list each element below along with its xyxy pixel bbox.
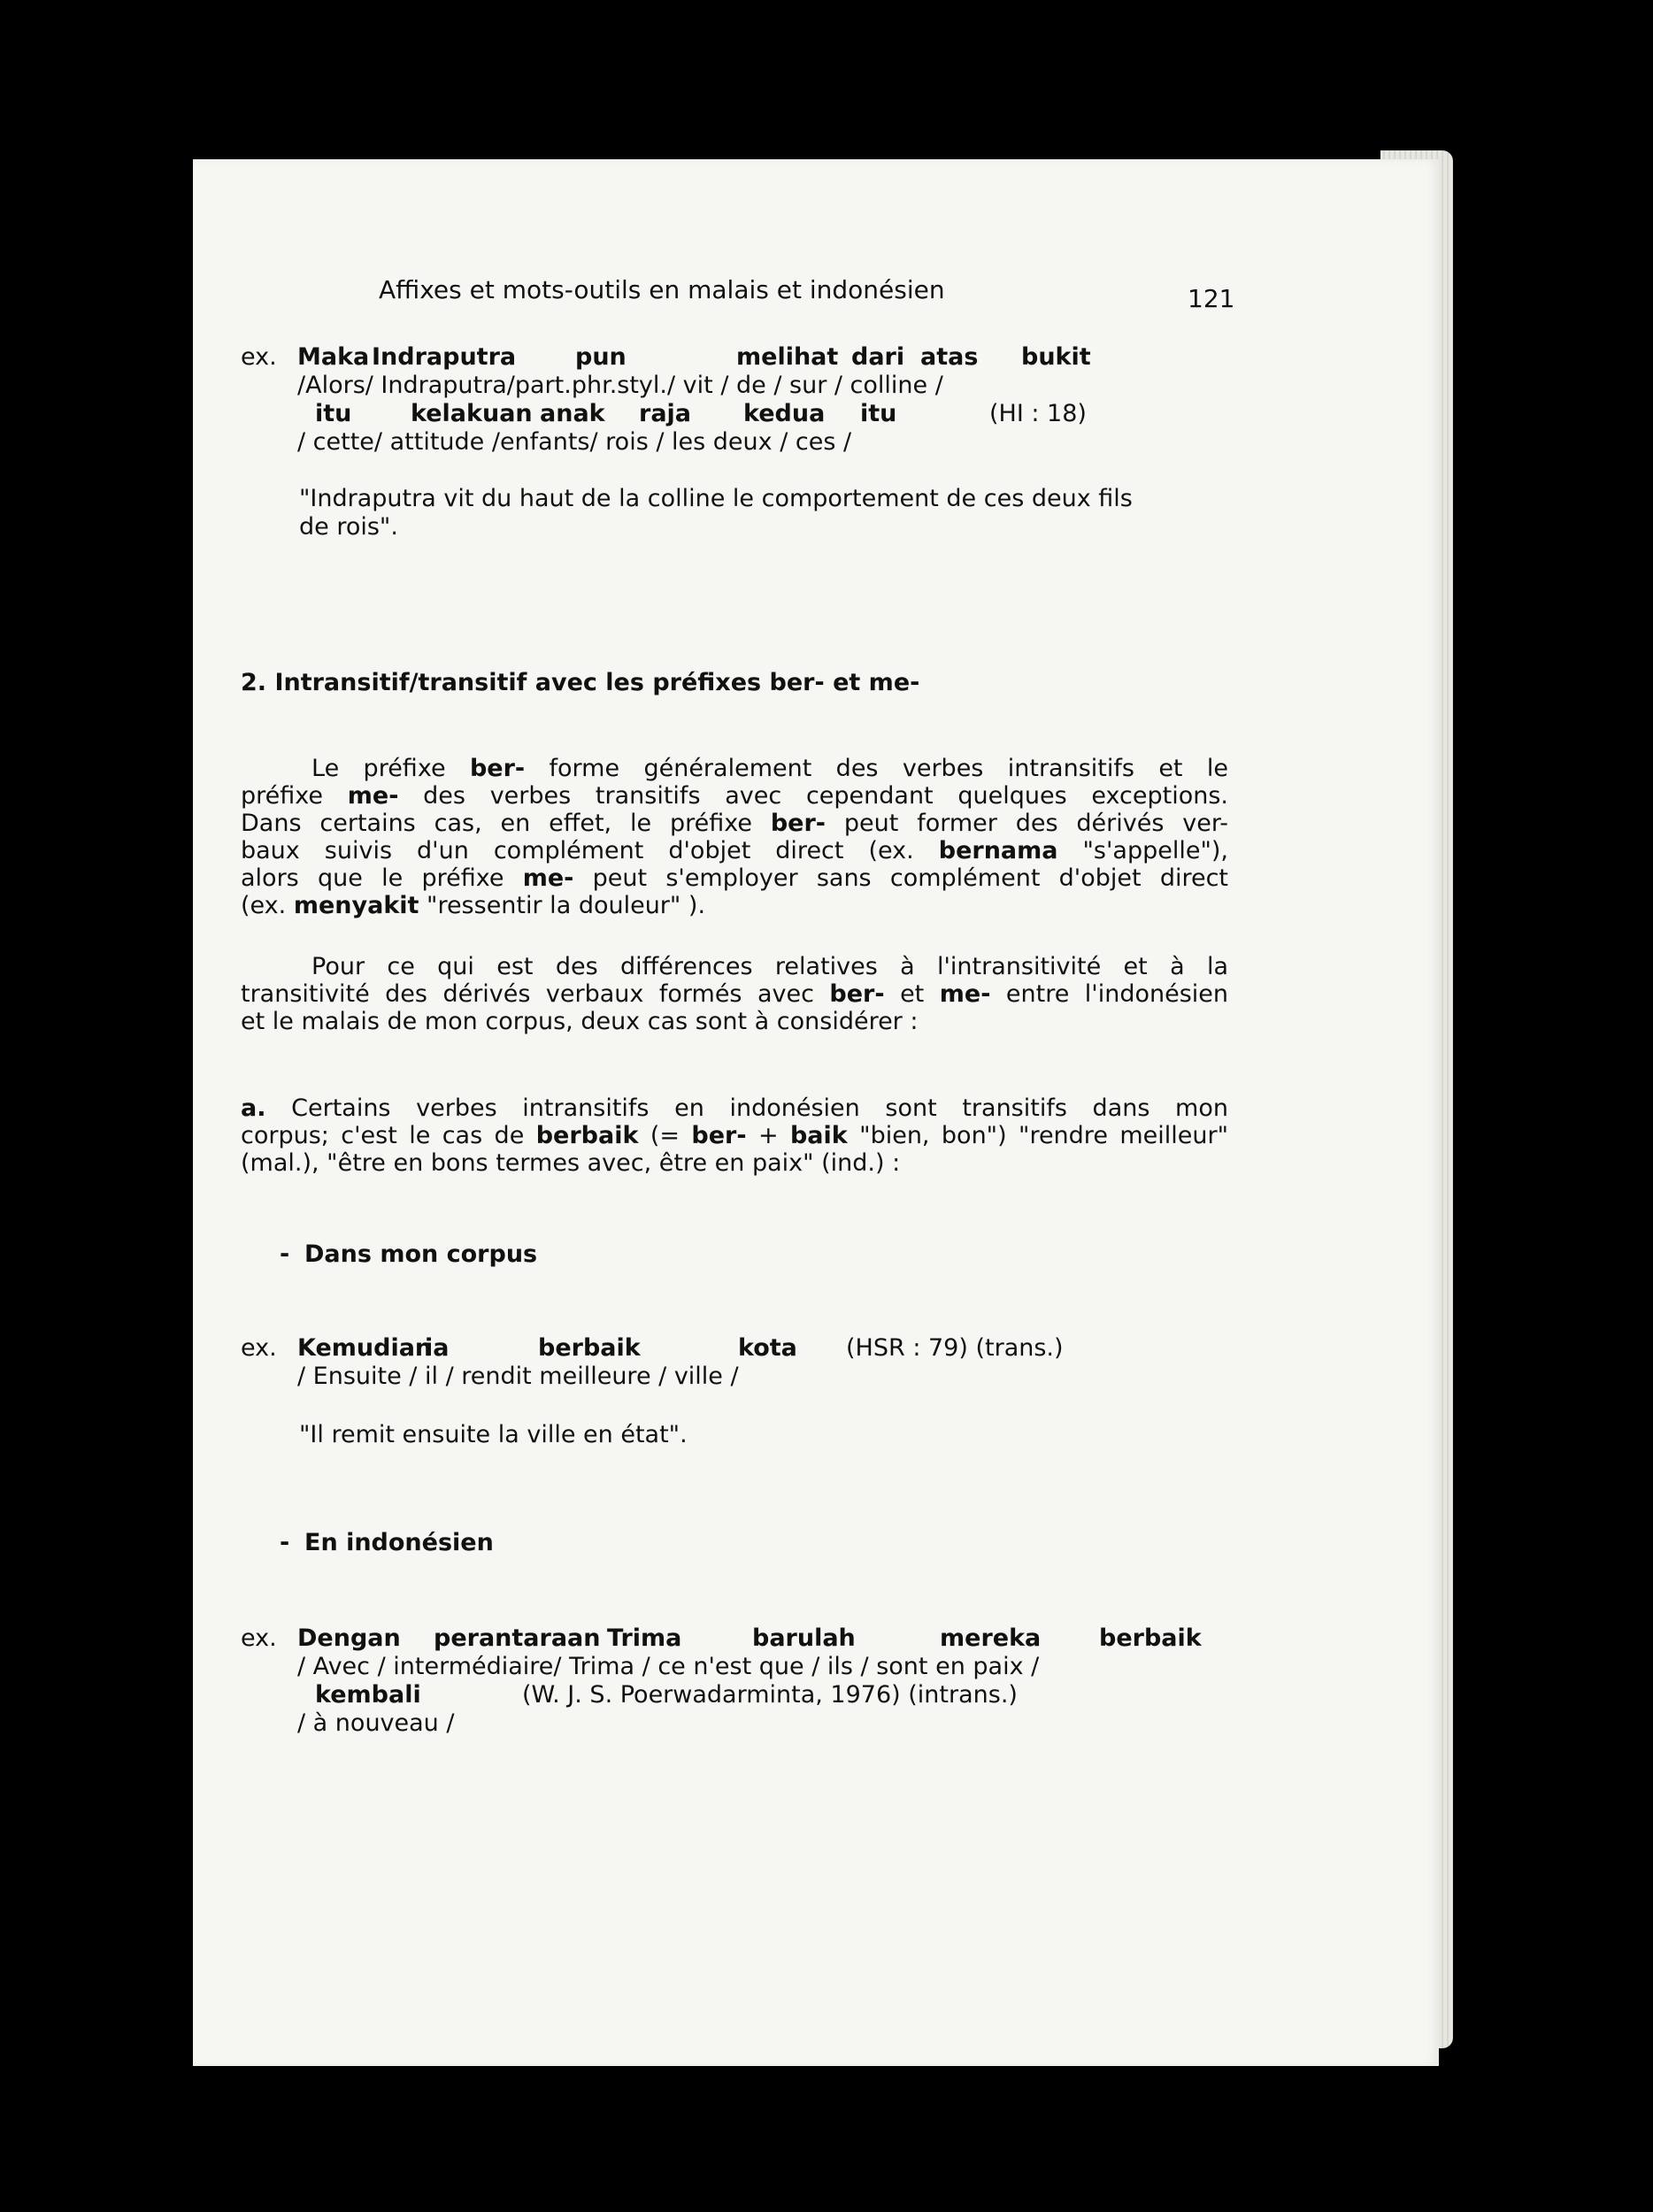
translation-line: de rois". <box>299 513 398 541</box>
example-label: ex. <box>241 1624 277 1652</box>
word: Indraputra <box>372 343 517 371</box>
text-line: (ex. menyakit "ressentir la douleur" ). <box>241 892 706 919</box>
word: melihat <box>736 343 839 371</box>
word: kedua <box>743 400 826 427</box>
reference: (HSR : 79) (trans.) <box>846 1334 1064 1362</box>
word: bukit <box>1021 343 1091 371</box>
translation-line: "Indraputra vit du haut de la colline le comportement de ces deux fils <box>299 485 1133 512</box>
gloss-line: / à nouveau / <box>297 1709 455 1737</box>
gloss-line: / Ensuite / il / rendit meilleure / ville / <box>297 1363 739 1390</box>
word: anak <box>540 400 605 427</box>
paragraph-1 <box>241 755 1228 919</box>
word: itu <box>860 400 897 427</box>
word: Kemudian <box>297 1334 433 1362</box>
gloss-line: / cette/ attitude /enfants/ rois / les deux / ces / <box>297 428 852 456</box>
translation-line: "Il remit ensuite la ville en état". <box>299 1421 688 1448</box>
section-heading: 2. Intransitif/transitif avec les préfixes ber- et me- <box>241 669 920 696</box>
word: itu <box>315 400 352 427</box>
gloss-line: / Avec / intermédiaire/ Trima / ce n'est que / ils / sont en paix / <box>297 1653 1040 1680</box>
text-line: alors que le préfixe me- peut s'employer sans complément d'objet direct <box>241 864 1229 892</box>
subheading-indonesian: En indonésien <box>304 1529 494 1556</box>
text-line: (mal.), "être en bons termes avec, être en paix" (ind.) : <box>241 1149 901 1177</box>
text-line: Pour ce qui est des différences relatives à l'intransitivité et à la <box>311 953 1228 980</box>
word: mereka <box>940 1624 1042 1652</box>
subheading-dash: - <box>280 1529 290 1556</box>
reference: (HI : 18) <box>989 400 1087 427</box>
subheading-corpus: Dans mon corpus <box>304 1240 538 1268</box>
text-line: corpus; c'est le cas de berbaik (= ber- + baik "bien, bon") "rendre meilleur" <box>241 1122 1228 1149</box>
word: dari <box>851 343 905 371</box>
word: Maka <box>297 343 370 371</box>
text-line: a. Certains verbes intransitifs en indonésien sont transitifs dans mon <box>241 1094 1228 1122</box>
text-line: baux suivis d'un complément d'objet direct (ex. bernama "s'appelle"), <box>241 837 1229 864</box>
example-label: ex. <box>241 1334 277 1362</box>
text-line: transitivité des dérivés verbaux formés avec ber- et me- entre l'indonésien <box>241 980 1228 1008</box>
reference: (W. J. S. Poerwadarminta, 1976) (intrans.) <box>522 1681 1018 1709</box>
word: kota <box>738 1334 797 1362</box>
word: kelakuan <box>411 400 533 427</box>
example-label: ex. <box>241 343 277 371</box>
word: barulah <box>752 1624 856 1652</box>
word: pun <box>575 343 627 371</box>
word: ia <box>425 1334 450 1362</box>
paragraph-a <box>241 1094 1228 1177</box>
text-line: Dans certains cas, en effet, le préfixe ber- peut former des dérivés ver- <box>241 810 1228 837</box>
gloss-line: /Alors/ Indraputra/part.phr.styl./ vit / de / sur / colline / <box>297 372 943 399</box>
word: raja <box>639 400 692 427</box>
word: kembali <box>315 1681 421 1709</box>
subheading-dash: - <box>280 1240 290 1268</box>
word: berbaik <box>1099 1624 1202 1652</box>
text-line: préfixe me- des verbes transitifs avec cependant quelques exceptions. <box>241 782 1229 810</box>
word: perantaraan <box>434 1624 601 1652</box>
word: Dengan <box>297 1624 401 1652</box>
text-line: Le préfixe ber- forme généralement des verbes intransitifs et le <box>311 755 1229 782</box>
word: berbaik <box>538 1334 641 1362</box>
text-line: et le malais de mon corpus, deux cas sont à considérer : <box>241 1008 919 1035</box>
page-number: 121 <box>1188 284 1235 313</box>
word: atas <box>920 343 979 371</box>
running-title: Affixes et mots-outils en malais et indonésien <box>379 275 945 304</box>
word: Trima <box>607 1624 682 1652</box>
paragraph-2 <box>241 953 1228 1035</box>
